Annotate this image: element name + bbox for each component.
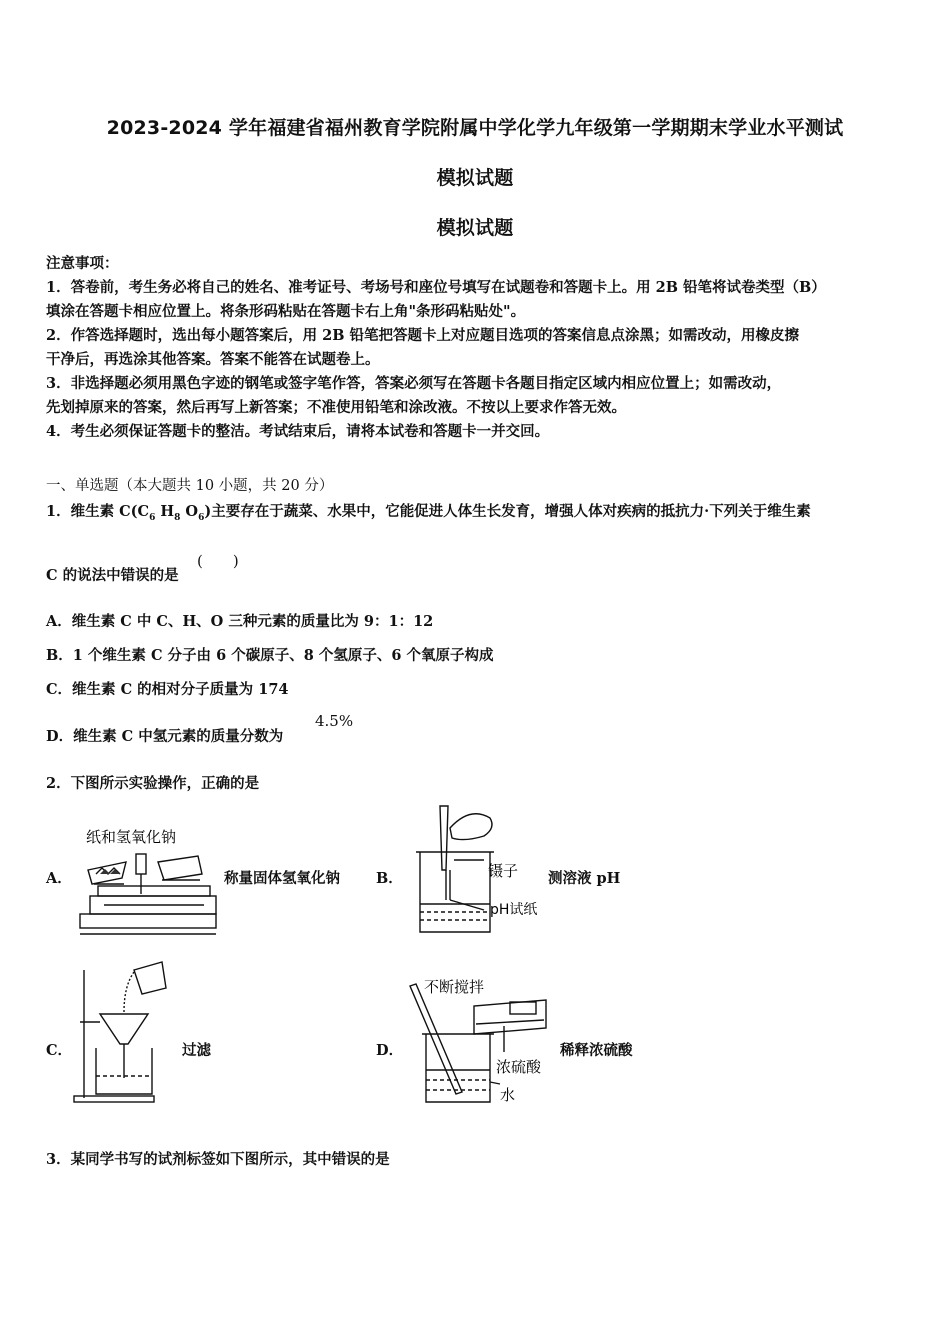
q1-stem-text: )主要存在于蔬菜、水果中，它能促进人体生长发育，增强人体对疾病的抵抗力·下列关于维生素 [204, 503, 811, 520]
q2-option-d-letter: D． [376, 1042, 404, 1059]
ph-label-tweezers: 镊子 [488, 862, 519, 880]
notes-line: 先划掉原来的答案，然后再写上新答案；不准使用铅笔和涂改液。不按以上要求作答无效。 [46, 399, 626, 416]
q1-option-b: B．1 个维生素 C 分子由 6 个碳原子、8 个氢原子、6 个氧原子构成 [46, 647, 494, 664]
q1-stem [46, 500, 916, 523]
balance-figure [74, 822, 224, 940]
dilution-figure [404, 972, 560, 1110]
q1-sub: 6 [198, 512, 205, 523]
q1-option-d-value: 4.5% [315, 712, 354, 730]
dilution-label-acid: 浓硫酸 [496, 1058, 542, 1076]
q1-option-a: A．维生素 C 中 C、H、O 三种元素的质量比为 9：1：12 [46, 613, 434, 630]
q2-stem: 2．下图所示实验操作，正确的是 [46, 775, 260, 792]
notes-line: 4．考生必须保证答题卡的整洁。考试结束后，请将本试卷和答题卡一并交回。 [46, 423, 550, 440]
q1-option-c: C．维生素 C 的相对分子质量为 174 [46, 681, 289, 698]
q2-option-c-letter: C． [46, 1042, 73, 1059]
q1-stem-text: 1．维生素 C(C [46, 503, 150, 520]
page-subtitle: 模拟试题 [436, 167, 514, 189]
notes-line: 3．非选择题必须用黑色字迹的钢笔或签字笔作答，答案必须写在答题卡各题目指定区域内相应位置上；如需改动， [46, 375, 782, 392]
dilution-label-stir: 不断搅拌 [424, 978, 485, 996]
q1-stem-line2: C 的说法中错误的是 [46, 567, 179, 584]
ph-label-paper: pH试纸 [490, 902, 538, 918]
balance-label: 纸和氢氧化钠 [86, 828, 177, 846]
q3-stem: 3．某同学书写的试剂标签如下图所示，其中错误的是 [46, 1151, 390, 1168]
filtration-figure [72, 958, 168, 1106]
notes-line: 1．答卷前，考生务必将自己的姓名、准考证号、考场号和座位号填写在试题卷和答题卡上。用 2B 铅笔将试卷类型（B） [46, 279, 826, 296]
q1-stem-text: H [155, 503, 175, 520]
q1-sub: 6 [149, 512, 156, 523]
notes-line: 填涂在答题卡相应位置上。将条形码粘贴在答题卡右上角"条形码粘贴处"。 [46, 303, 526, 320]
q2-option-b-caption: 测溶液 pH [548, 870, 621, 887]
q2-option-b-letter: B． [376, 870, 403, 887]
notes-block [46, 252, 904, 444]
notes-line: 干净后，再选涂其他答案。答案不能答在试题卷上。 [46, 351, 380, 368]
q1-sub: 8 [174, 512, 181, 523]
dilution-label-water: 水 [500, 1086, 516, 1104]
q2-option-a-caption: 称量固体氢氧化钠 [224, 870, 340, 887]
page-title: 2023-2024 学年福建省福州教育学院附属中学化学九年级第一学期期末学业水平测试 [106, 117, 844, 139]
ph-test-figure [410, 800, 550, 940]
q1-stem-text: O [180, 503, 199, 520]
q2-option-a-letter: A． [46, 870, 72, 887]
q1-answer-paren: ( ) [197, 552, 239, 570]
notes-line: 2．作答选择题时，选出每小题答案后，用 2B 铅笔把答题卡上对应题目选项的答案信息点涂黑；如需改动，用橡皮擦 [46, 327, 800, 344]
notes-heading: 注意事项： [46, 255, 119, 272]
q2-option-d-caption: 稀释浓硫酸 [560, 1042, 633, 1059]
page-subtitle-repeat: 模拟试题 [436, 217, 514, 239]
q1-option-d: D．维生素 C 中氢元素的质量分数为 [46, 728, 284, 745]
q2-option-c-caption: 过滤 [182, 1042, 211, 1059]
section-heading: 一、单选题（本大题共 10 小题，共 20 分） [46, 478, 334, 494]
